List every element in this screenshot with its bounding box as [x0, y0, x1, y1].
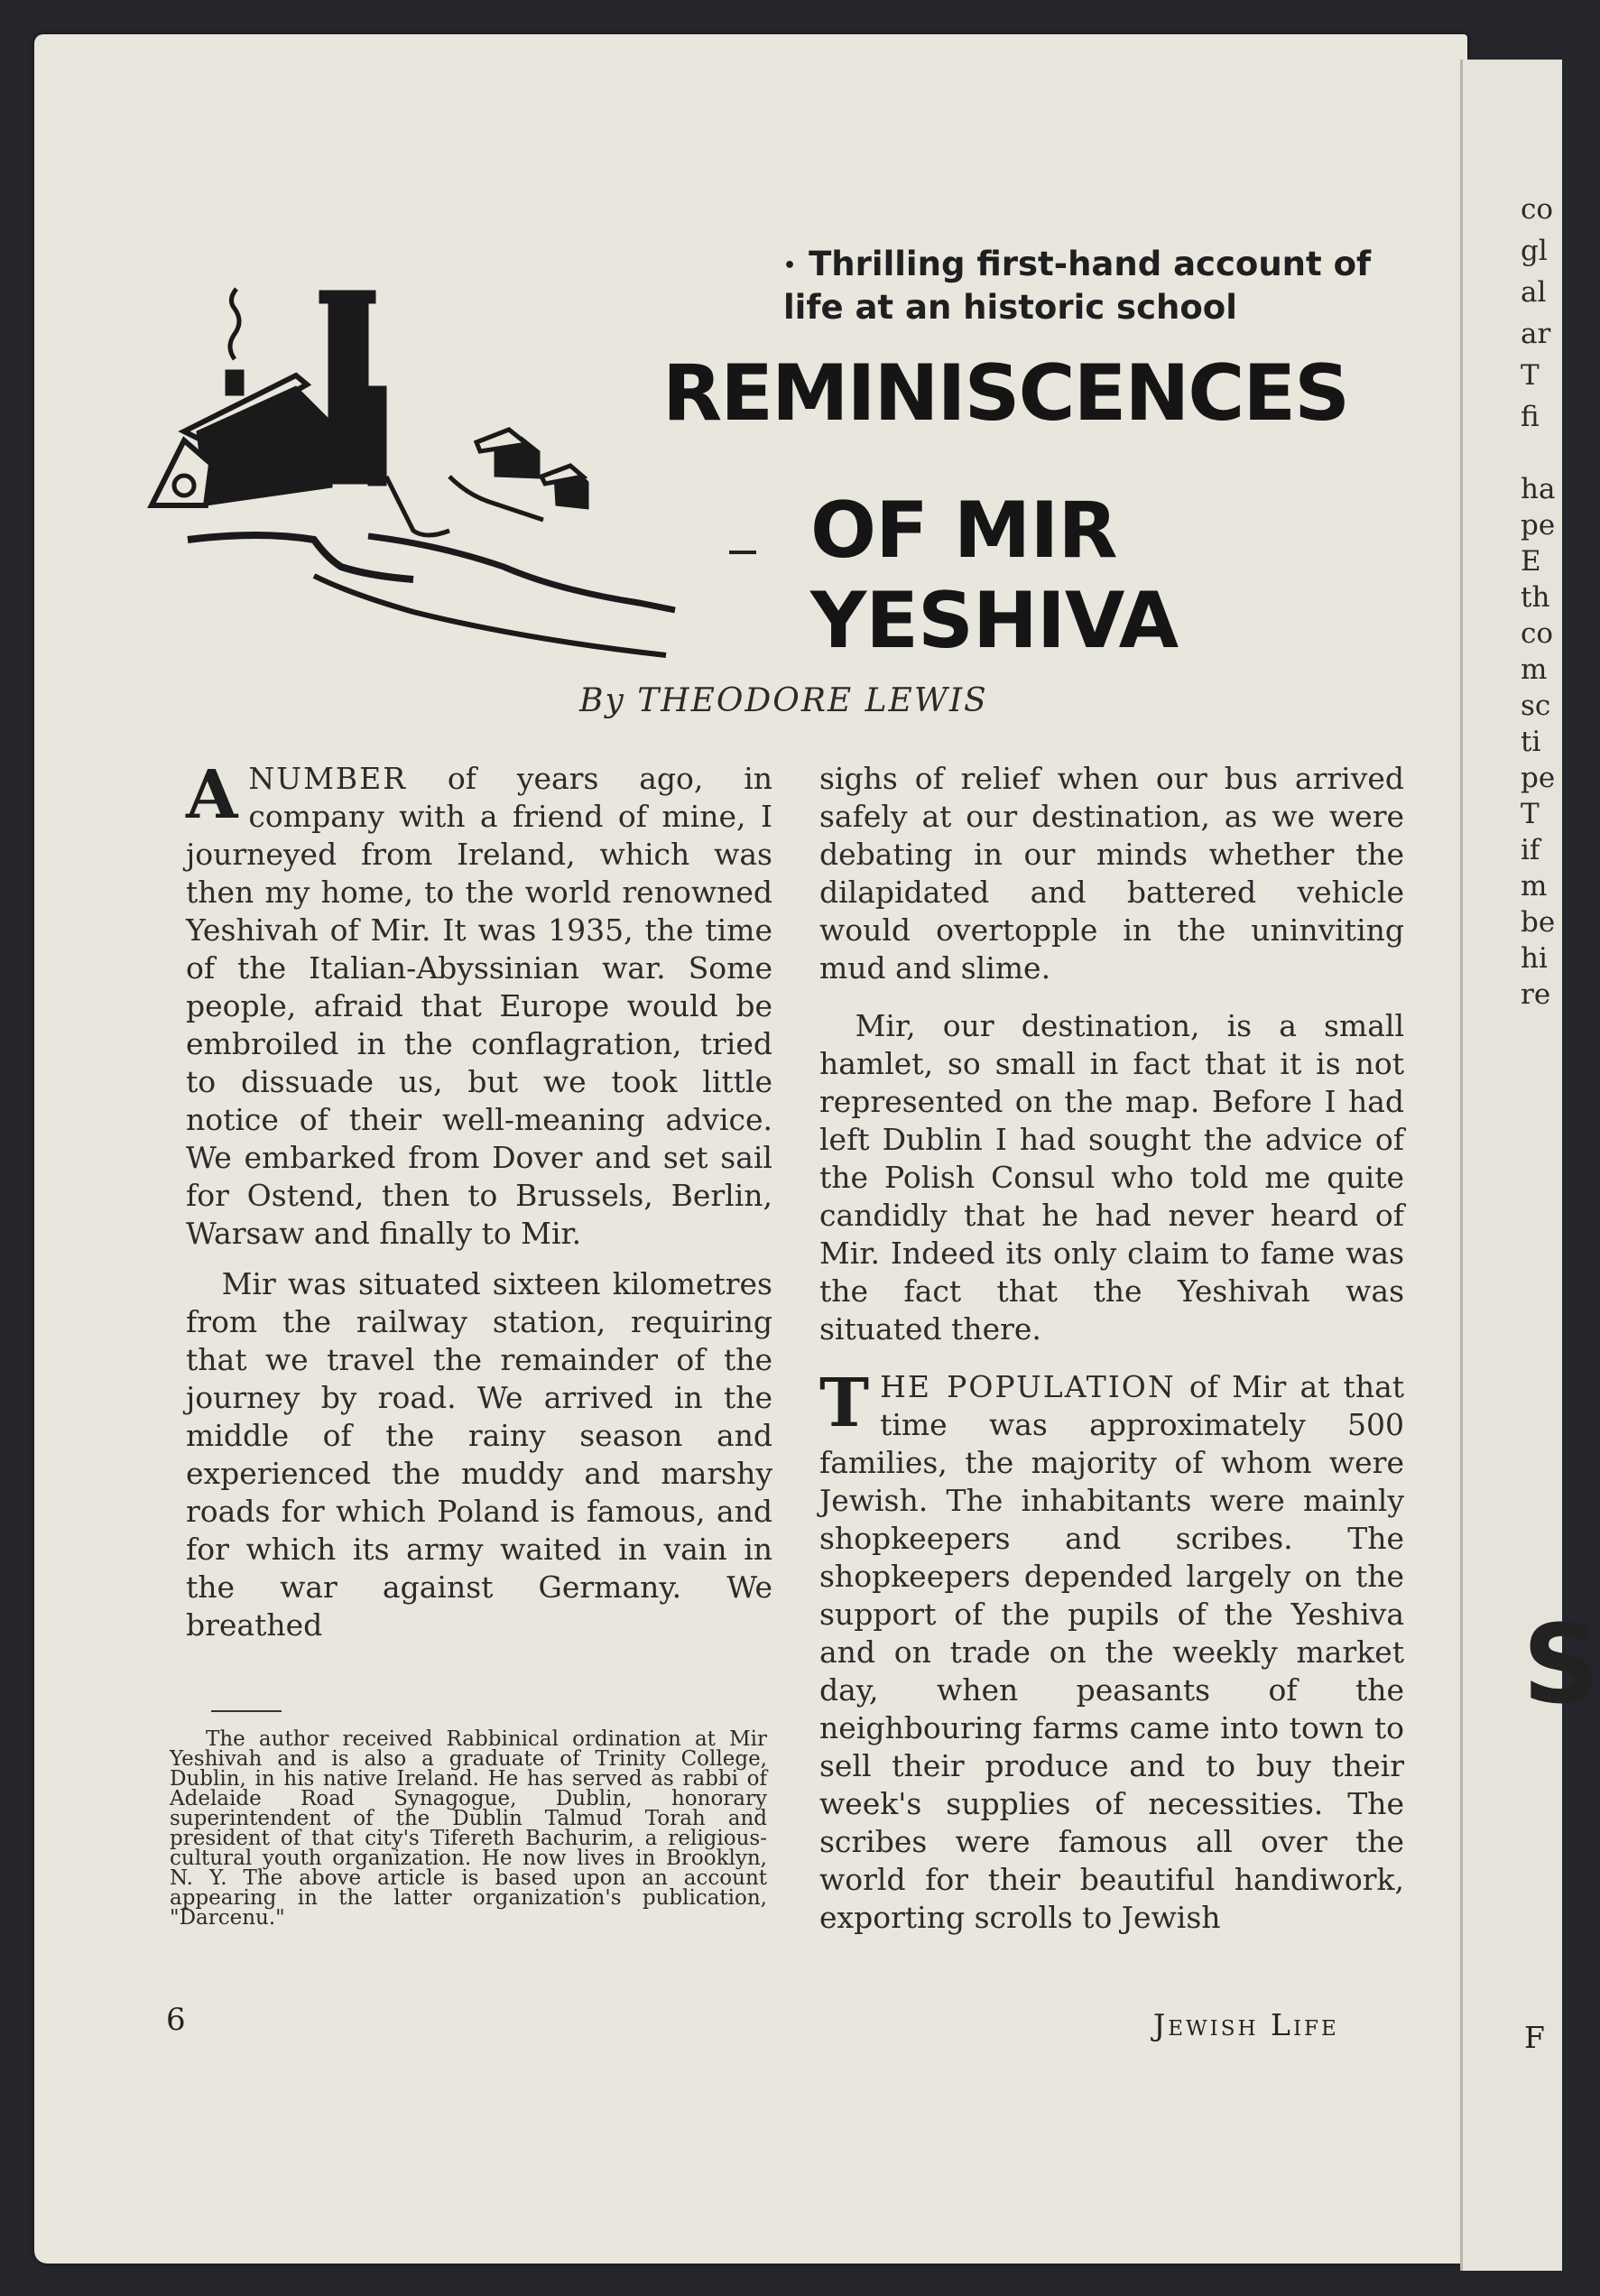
lead-in: HE POPULATION [880, 1369, 1176, 1404]
magazine-name: Jewish Life [1153, 2007, 1339, 2042]
paragraph-text: of years ago, in company with a friend of mine, I journeyed from Ireland, which was then my home, to the world renowned Yeshivah of Mir. It was 1935, the time of the Italian-Abyssinian war. Some people, afraid that Europe would be embroiled in the conflagration, tried to dissuade us, but we took little notice of their well-meaning advice. We embarked from Dover and set sail for Ostend, then to Brussels, Berlin, Warsaw and finally to Mir. [186, 761, 772, 1251]
next-page-fragment: re [1521, 978, 1551, 1011]
title-dash [729, 551, 756, 554]
author-footnote [170, 1729, 767, 1928]
next-page-end-letter: F [1524, 2020, 1545, 2055]
page-number: 6 [166, 2002, 186, 2038]
next-page-fragment: pe [1521, 762, 1556, 794]
footnote-rule [211, 1710, 282, 1712]
footnote-text: The author received Rabbinical ordination at Mir Yeshivah and is also a graduate of Trinity College, Dublin, in his native Ireland. He has served as rabbi of Adelaide Road Synagogue, Dublin, honorary superintendent of the Dublin Talmud Torah and president of that city's Tifereth Bachurim, a religious-cultural youth organization. He now lives in Brooklyn, N. Y. The above article is based upon an account appearing in the latter organization's publication, "Darcenu." [170, 1727, 767, 1930]
next-page-fragment: hi [1521, 942, 1548, 975]
paragraph: Mir, our destination, is a small hamlet, so small in fact that it is not represented on the map. Before I had left Dublin I had sought the advice of the Polish Consul who told me quite candidly that he had never heard of Mir. Indeed its only claim to fame was the fact that the Yeshivah was situated there. [819, 1008, 1404, 1347]
next-page-fragment: m [1521, 653, 1548, 686]
column-right [819, 760, 1404, 1937]
paragraph: sighs of relief when our bus arrived safely at our destination, as we were debating in our minds whether the dilapidated and battered vehicle would overtopple in the uninviting mud and slime. [819, 761, 1404, 986]
next-page-fragment: pe [1521, 509, 1556, 542]
next-page-fragment: gl [1521, 235, 1548, 267]
paragraph [186, 756, 772, 1253]
next-page-fragment: E [1521, 545, 1541, 578]
title-line-2: OF MIR YESHIVA [810, 486, 1179, 666]
drop-cap: T [819, 1365, 870, 1442]
column-left [186, 756, 772, 1644]
next-page-fragment: m [1521, 870, 1548, 903]
paragraph-text: of Mir at that time was approximately 500 families, the majority of whom were Jewish. The inhabitants were mainly shopkeepers and scribes. The shopkeepers depended largely on the support of the pupils of the Yeshiva and on trade on the weekly market day, when peasants of the neighbouring farms came into town to sell their produce and to buy their week's supplies of necessities. The scribes were famous all over the world for their beautiful handiwork, exporting scrolls to Jewish [819, 1369, 1405, 1935]
next-page-fragment: al [1521, 276, 1547, 309]
next-page-big-letter: S [1522, 1603, 1600, 1728]
next-page-fragment: co [1521, 193, 1554, 226]
bullet-icon: • [783, 254, 797, 277]
paragraph: Mir was situated sixteen kilometres from the railway station, requiring that we travel the remainder of the journey by road. We arrived in the middle of the rainy season and experienced the muddy and marshy roads for which Poland is famous, and for which its army waited in vain in the war against Germany. We breathed [186, 1266, 772, 1643]
next-page-fragment: th [1521, 581, 1550, 614]
next-page-fragment: ar [1521, 318, 1551, 350]
next-page-fragment: sc [1521, 690, 1551, 722]
next-page-fragment: fi [1521, 401, 1540, 433]
lead-in: NUMBER [248, 761, 408, 796]
next-page-fragment: co [1521, 617, 1554, 650]
magazine-page [34, 34, 1467, 2264]
paragraph [819, 1365, 1405, 1937]
next-page-edge [1460, 60, 1600, 2271]
byline: By THEODORE LEWIS [579, 682, 988, 719]
next-page-fragment: ha [1521, 473, 1556, 505]
next-page-fragment: be [1521, 906, 1556, 939]
next-page-fragment: ti [1521, 726, 1541, 758]
next-page-fragment: T [1521, 359, 1540, 392]
next-page-fragment: T [1521, 798, 1540, 830]
kicker-text: Thrilling first-hand account of life at an historic school [783, 245, 1372, 327]
yeshiva-illustration [152, 251, 684, 666]
drop-cap: A [186, 756, 238, 834]
next-page-fragment: if [1521, 834, 1540, 866]
title-line-1: REMINISCENCES [662, 348, 1349, 439]
article-kicker [783, 244, 1442, 329]
